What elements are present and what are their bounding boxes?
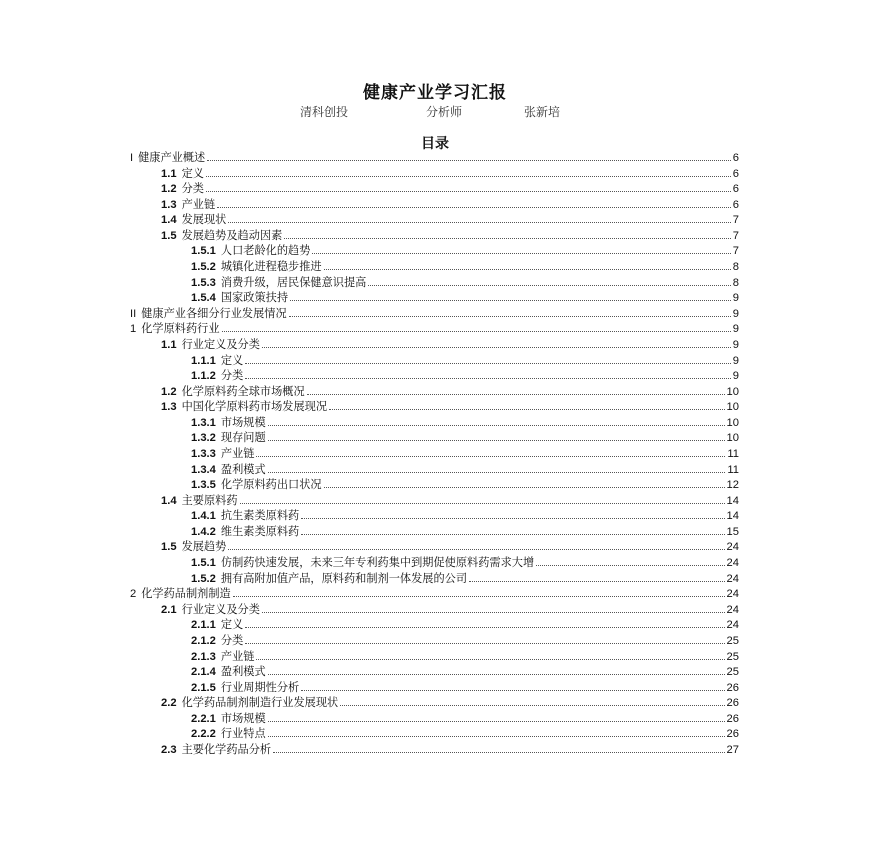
toc-entry-label: 人口老龄化的趋势	[220, 244, 311, 258]
toc-entry-number: 1.1.2	[191, 370, 216, 383]
toc-entry-number: II	[130, 307, 137, 320]
toc-entry-label: 产业链	[181, 197, 216, 211]
toc-entry-label: 现存问题	[220, 431, 266, 445]
toc-dot-leader	[256, 659, 724, 660]
toc-entry-label: 化学原料药出口状况	[220, 478, 322, 492]
toc-entry-label: 拥有高附加值产品，原料药和制剂一体发展的公司	[220, 571, 468, 585]
toc-entry[interactable]	[130, 415, 739, 431]
toc-entry-page: 9	[732, 323, 739, 336]
toc-entry[interactable]	[130, 181, 739, 197]
toc-entry-page: 7	[732, 229, 739, 242]
toc-dot-leader	[222, 331, 731, 332]
toc-dot-leader	[245, 627, 724, 628]
toc-entry-number: 1.5	[161, 541, 177, 554]
toc-entry[interactable]	[130, 368, 739, 384]
toc-entry[interactable]	[130, 150, 739, 166]
toc-entry-label: 市场规模	[220, 711, 266, 725]
toc-dot-leader	[469, 581, 725, 582]
toc-entry-number: 1.1	[161, 338, 177, 351]
toc-entry-label: 行业定义及分类	[181, 602, 260, 616]
toc-entry-page: 25	[726, 634, 739, 647]
toc-entry-page: 26	[726, 681, 739, 694]
toc-entry[interactable]	[130, 337, 739, 353]
toc-entry-label: 行业定义及分类	[181, 337, 260, 351]
toc-entry-number: 1.5	[161, 229, 177, 242]
toc-dot-leader	[268, 425, 725, 426]
toc-entry[interactable]	[130, 477, 739, 493]
toc-entry-label: 市场规模	[220, 415, 266, 429]
toc-entry-number: 1.3	[161, 198, 177, 211]
toc-entry-page: 10	[726, 416, 739, 429]
toc-entry-page: 26	[726, 697, 739, 710]
toc-entry-label: 定义	[181, 166, 204, 180]
toc-entry-page: 9	[732, 292, 739, 305]
toc-entry-label: 化学药品制剂制造行业发展现状	[181, 696, 339, 710]
toc-entry-page: 24	[726, 572, 739, 585]
toc-entry-label: 定义	[220, 618, 244, 632]
toc-heading: 目录	[421, 136, 449, 152]
toc-dot-leader	[268, 472, 726, 473]
toc-entry-label: 定义	[220, 353, 244, 367]
toc-entry[interactable]	[130, 586, 739, 602]
toc-entry[interactable]	[130, 430, 739, 446]
toc-entry-number: 1.3.5	[191, 479, 216, 492]
table-of-contents	[130, 150, 739, 758]
toc-entry-number: 2.1.4	[191, 666, 216, 679]
toc-entry-number: 1.5.2	[191, 261, 216, 274]
toc-entry-label: 化学药品制剂制造	[141, 587, 231, 601]
toc-entry-number: 2.1.2	[191, 634, 216, 647]
toc-entry-number: 2	[130, 588, 137, 601]
toc-entry[interactable]	[130, 680, 739, 696]
toc-entry[interactable]	[130, 353, 739, 369]
toc-entry[interactable]	[130, 571, 739, 587]
toc-entry-page: 12	[726, 479, 739, 492]
toc-entry-number: 2.2	[161, 697, 177, 710]
toc-entry-page: 6	[732, 167, 739, 180]
toc-entry-label: 发展趋势及趋动因素	[181, 228, 283, 242]
toc-entry-label: 化学原料药全球市场概况	[181, 384, 305, 398]
toc-entry[interactable]	[130, 166, 739, 182]
toc-dot-leader	[329, 409, 725, 410]
toc-entry-page: 11	[727, 463, 739, 476]
toc-dot-leader	[240, 503, 725, 504]
toc-entry[interactable]	[130, 384, 739, 400]
author-name: 张新培	[524, 105, 561, 119]
toc-entry-number: 1.4	[161, 214, 177, 227]
toc-entry-page: 8	[732, 276, 739, 289]
toc-entry-label: 分类	[181, 182, 204, 196]
toc-entry[interactable]	[130, 290, 739, 306]
toc-entry-page: 24	[726, 619, 739, 632]
toc-entry-number: 1.5.1	[191, 557, 216, 570]
toc-dot-leader	[368, 285, 730, 286]
toc-entry-page: 25	[726, 650, 739, 663]
toc-dot-leader	[289, 316, 731, 317]
toc-dot-leader	[206, 176, 731, 177]
toc-entry-number: 2.1.1	[191, 619, 216, 632]
toc-entry[interactable]	[130, 695, 739, 711]
toc-entry-number: 1.1	[161, 167, 177, 180]
toc-entry[interactable]	[130, 664, 739, 680]
toc-entry-number: 1.3.4	[191, 463, 216, 476]
toc-entry[interactable]	[130, 524, 739, 540]
toc-entry-page: 10	[726, 432, 739, 445]
toc-entry-page: 10	[726, 401, 739, 414]
toc-entry-label: 消费升级，居民保健意识提高	[220, 275, 367, 289]
toc-entry-page: 10	[726, 385, 739, 398]
toc-entry-label: 行业周期性分析	[220, 680, 300, 694]
toc-dot-leader	[536, 565, 724, 566]
toc-entry-page: 24	[726, 603, 739, 616]
toc-entry[interactable]	[130, 742, 739, 758]
toc-entry-number: 1.4	[161, 494, 177, 507]
toc-entry[interactable]	[130, 259, 739, 275]
toc-entry-label: 抗生素类原料药	[220, 509, 300, 523]
toc-entry-label: 盈利模式	[220, 665, 266, 679]
toc-entry-number: 1.2	[161, 385, 177, 398]
toc-entry-number: 2.1	[161, 603, 177, 616]
toc-entry[interactable]	[130, 649, 739, 665]
toc-entry-page: 9	[732, 370, 739, 383]
toc-dot-leader	[268, 736, 725, 737]
toc-entry-number: 2.1.3	[191, 650, 216, 663]
toc-entry-page: 26	[726, 728, 739, 741]
toc-entry-label: 行业特点	[220, 727, 266, 741]
toc-entry-page: 6	[732, 152, 739, 164]
toc-entry-page: 6	[732, 183, 739, 196]
toc-entry-page: 7	[732, 245, 739, 258]
toc-entry-page: 15	[726, 525, 739, 538]
toc-dot-leader	[245, 378, 730, 379]
toc-entry-number: 2.1.5	[191, 681, 216, 694]
toc-entry-page: 14	[726, 494, 739, 507]
toc-dot-leader	[228, 549, 724, 550]
toc-entry-number: 2.3	[161, 743, 177, 756]
toc-entry[interactable]	[130, 617, 739, 633]
toc-entry-number: 2.2.2	[191, 728, 216, 741]
toc-dot-leader	[262, 347, 731, 348]
toc-dot-leader	[301, 534, 724, 535]
toc-dot-leader	[324, 269, 731, 270]
toc-dot-leader	[268, 674, 725, 675]
toc-entry-page: 9	[732, 307, 739, 320]
toc-entry[interactable]	[130, 726, 739, 742]
toc-entry-number: 1.4.1	[191, 510, 216, 523]
toc-entry[interactable]	[130, 243, 739, 259]
toc-entry-number: 1.4.2	[191, 525, 216, 538]
toc-entry-label: 分类	[220, 369, 244, 383]
toc-entry-label: 产业链	[220, 649, 255, 663]
toc-dot-leader	[245, 643, 724, 644]
toc-entry-page: 26	[726, 712, 739, 725]
toc-entry-page: 24	[726, 588, 739, 601]
toc-entry-label: 仿制药快速发展，未来三年专利药集中到期促使原料药需求大增	[220, 556, 535, 570]
toc-dot-leader	[262, 612, 725, 613]
toc-entry-number: 1.5.3	[191, 276, 216, 289]
toc-entry[interactable]	[130, 508, 739, 524]
toc-entry[interactable]	[130, 633, 739, 649]
toc-entry[interactable]	[130, 321, 739, 337]
toc-entry-label: 发展现状	[181, 213, 227, 227]
toc-dot-leader	[245, 363, 730, 364]
toc-entry[interactable]	[130, 197, 739, 213]
toc-entry-number: 1.5.2	[191, 572, 216, 585]
toc-entry-label: 健康产业各细分行业发展情况	[141, 306, 287, 320]
toc-entry-page: 7	[732, 214, 739, 227]
toc-entry-label: 化学原料药行业	[141, 322, 220, 336]
toc-dot-leader	[273, 752, 724, 753]
toc-dot-leader	[233, 596, 725, 597]
toc-entry-page: 11	[727, 447, 739, 460]
toc-entry-number: 1.3.2	[191, 432, 216, 445]
toc-dot-leader	[290, 300, 731, 301]
toc-entry-label: 国家政策扶持	[220, 291, 289, 305]
toc-entry-page: 25	[726, 666, 739, 679]
toc-entry[interactable]	[130, 399, 739, 415]
toc-dot-leader	[206, 191, 731, 192]
toc-dot-leader	[324, 487, 725, 488]
toc-entry[interactable]	[130, 711, 739, 727]
toc-dot-leader	[340, 705, 724, 706]
toc-entry-number: I	[130, 152, 134, 164]
toc-entry-number: 1.1.1	[191, 354, 216, 367]
toc-entry-number: 1	[130, 323, 137, 336]
toc-dot-leader	[256, 456, 725, 457]
toc-entry-label: 发展趋势	[181, 540, 227, 554]
toc-entry-page: 27	[726, 743, 739, 756]
toc-entry-number: 1.3	[161, 401, 177, 414]
toc-entry-label: 主要原料药	[181, 493, 238, 507]
toc-entry-number: 2.2.1	[191, 712, 216, 725]
toc-entry-label: 维生素类原料药	[220, 524, 300, 538]
document-title: 健康产业学习汇报	[363, 83, 507, 103]
toc-entry[interactable]	[130, 493, 739, 509]
toc-entry-number: 1.3.3	[191, 447, 216, 460]
toc-entry-label: 主要化学药品分析	[181, 742, 272, 756]
toc-dot-leader	[301, 518, 724, 519]
toc-entry[interactable]	[130, 228, 739, 244]
toc-entry-page: 6	[732, 198, 739, 211]
toc-dot-leader	[207, 160, 731, 161]
toc-dot-leader	[312, 253, 730, 254]
toc-entry-label: 产业链	[220, 446, 255, 460]
author-organization: 清科创投	[300, 105, 349, 119]
toc-entry-page: 9	[732, 338, 739, 351]
toc-entry-number: 1.3.1	[191, 416, 216, 429]
toc-dot-leader	[284, 238, 731, 239]
toc-entry-page: 24	[726, 557, 739, 570]
toc-entry-page: 14	[726, 510, 739, 523]
toc-entry-page: 24	[726, 541, 739, 554]
toc-dot-leader	[268, 721, 725, 722]
toc-entry-label: 城镇化进程稳步推进	[220, 260, 322, 274]
toc-entry[interactable]	[130, 446, 739, 462]
toc-dot-leader	[301, 690, 724, 691]
toc-dot-leader	[217, 207, 731, 208]
toc-entry[interactable]	[130, 306, 739, 322]
toc-entry-label: 中国化学原料药市场发展现况	[181, 400, 328, 414]
toc-entry[interactable]	[130, 602, 739, 618]
toc-entry[interactable]	[130, 539, 739, 555]
toc-entry-number: 1.5.1	[191, 245, 216, 258]
toc-dot-leader	[268, 440, 725, 441]
toc-dot-leader	[307, 394, 725, 395]
toc-entry-label: 分类	[220, 633, 244, 647]
toc-entry-label: 健康产业概述	[138, 151, 206, 164]
author-line	[300, 103, 600, 119]
toc-entry-page: 8	[732, 261, 739, 274]
toc-entry-label: 盈利模式	[220, 462, 266, 476]
toc-entry[interactable]	[130, 275, 739, 291]
author-role: 分析师	[426, 105, 463, 119]
toc-entry[interactable]	[130, 212, 739, 228]
toc-entry-number: 1.2	[161, 183, 177, 196]
toc-entry-page: 9	[732, 354, 739, 367]
toc-entry[interactable]	[130, 462, 739, 478]
toc-dot-leader	[228, 222, 730, 223]
toc-entry-number: 1.5.4	[191, 292, 216, 305]
toc-entry[interactable]	[130, 555, 739, 571]
